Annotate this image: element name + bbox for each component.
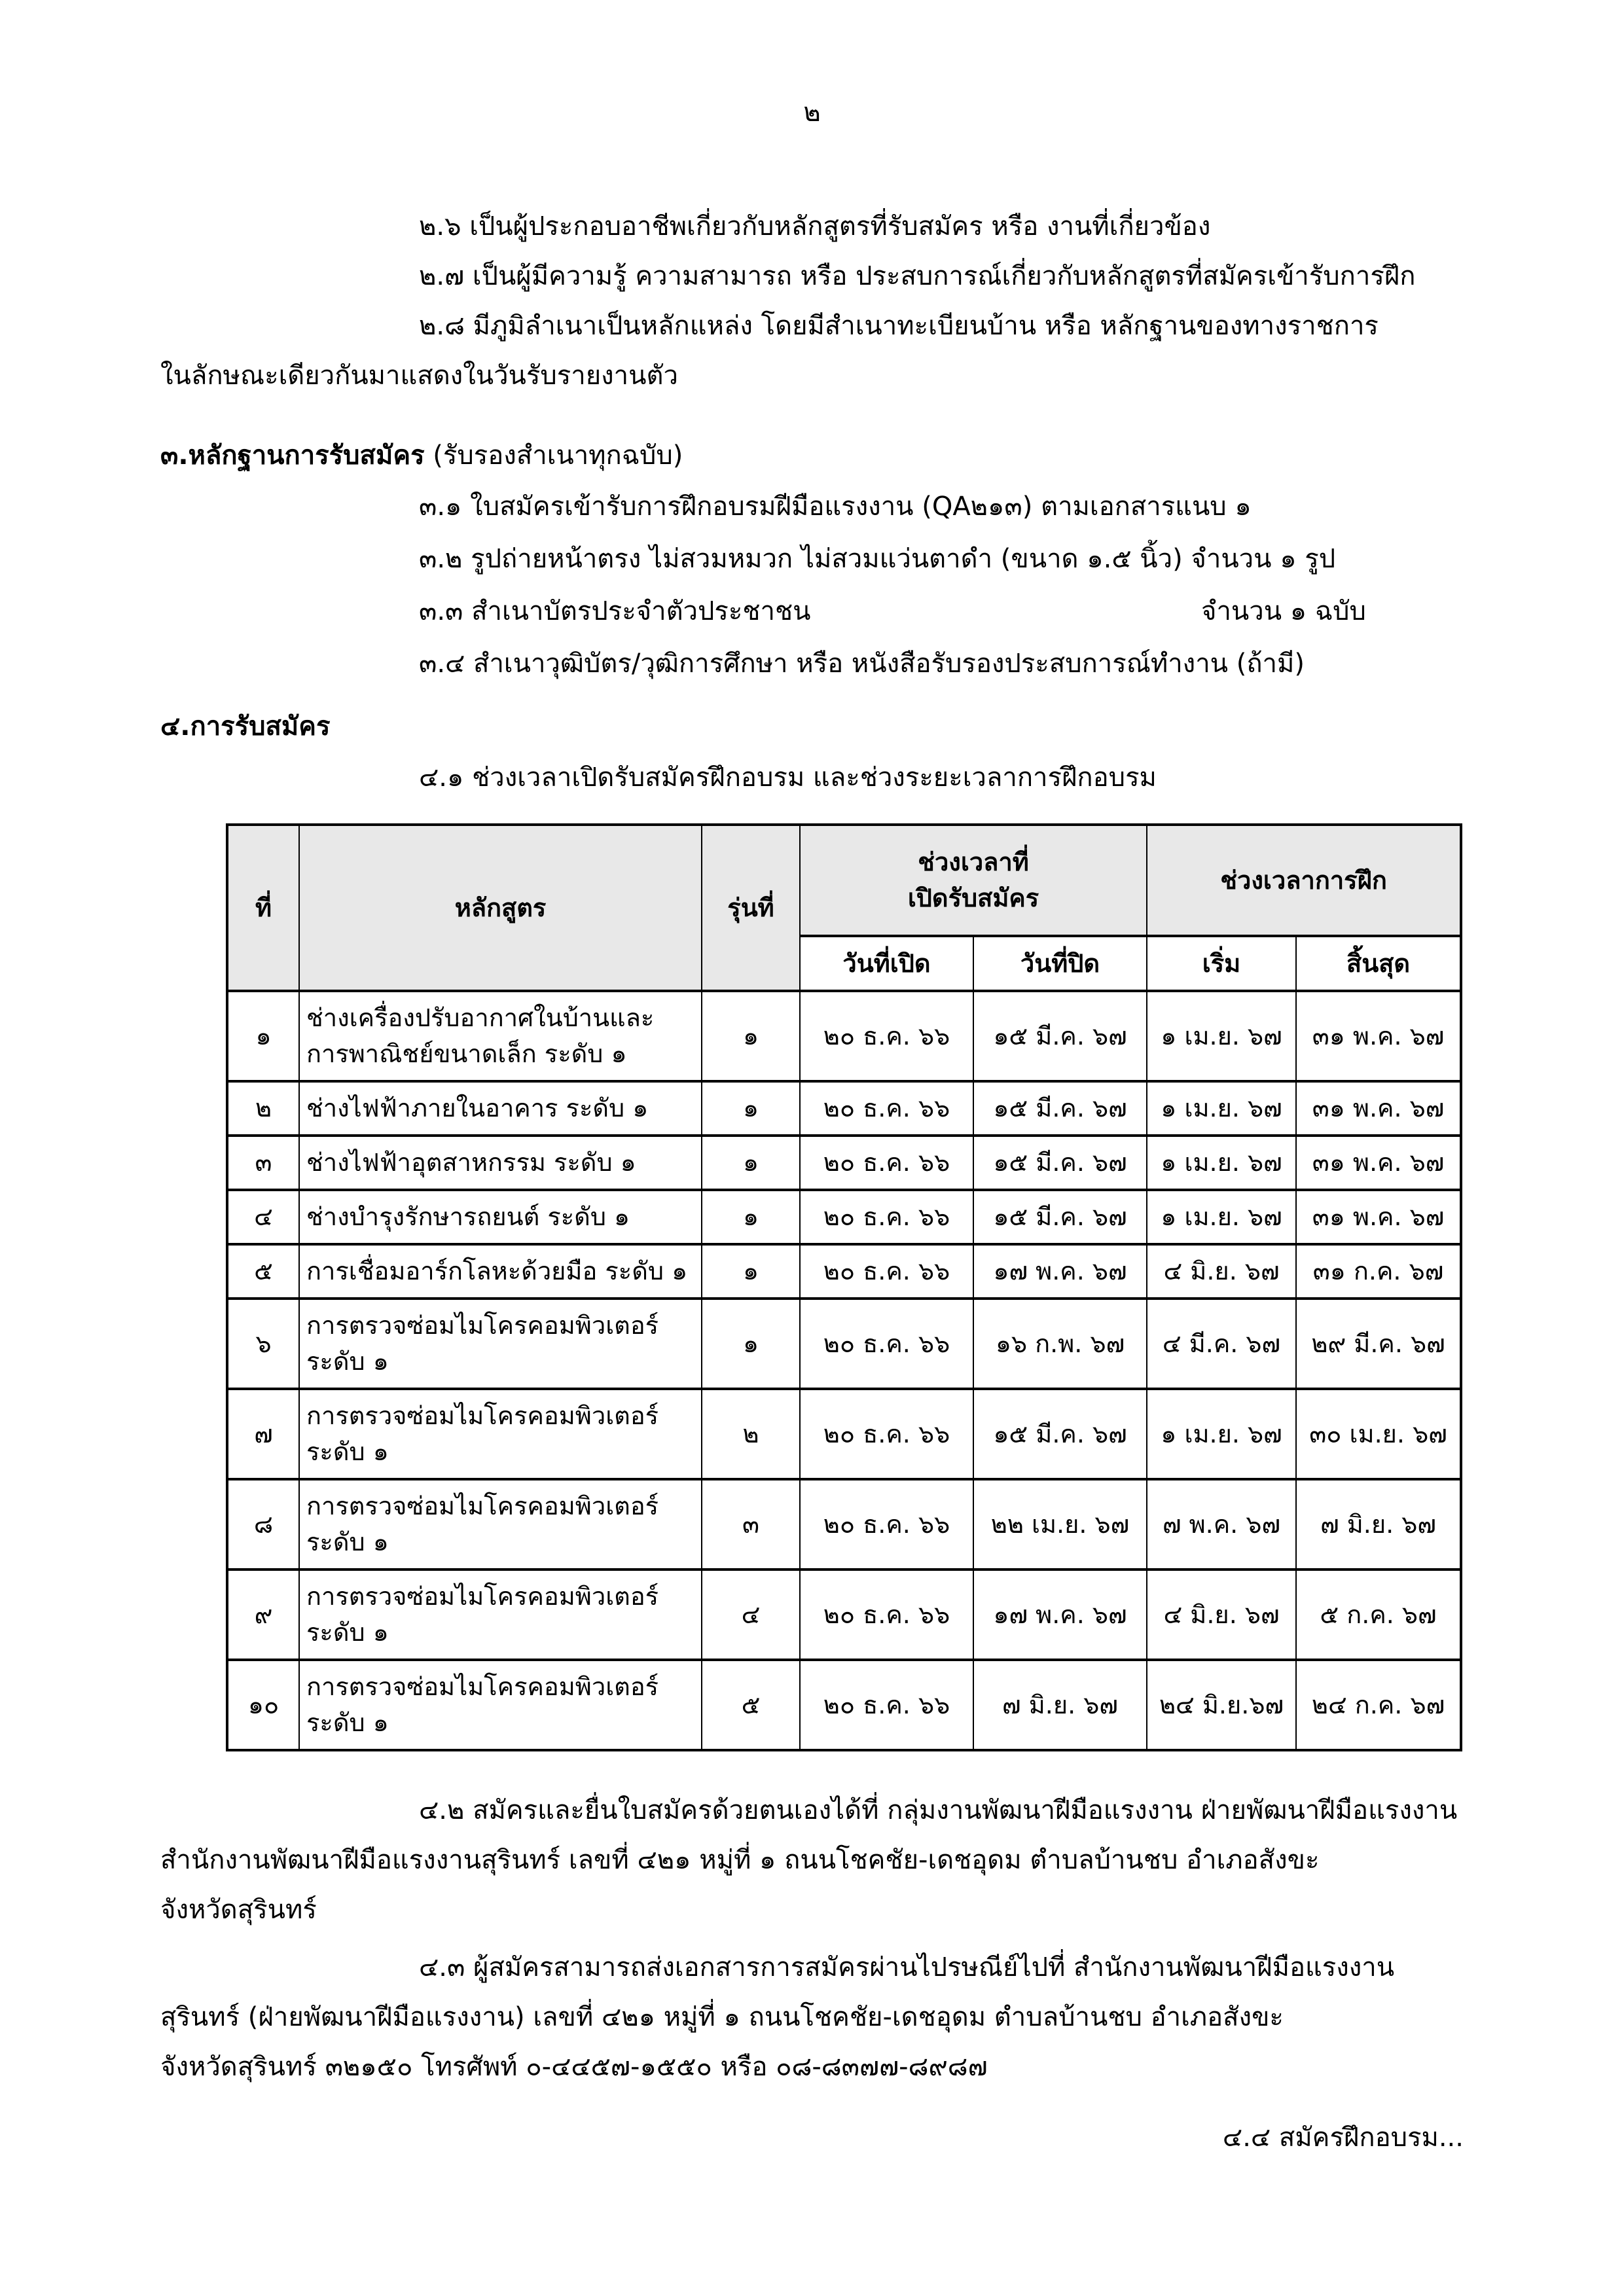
batch-number: ๑	[702, 1136, 800, 1190]
end-date-cell: ๓๑ ก.ค. ๖๗	[1296, 1244, 1461, 1299]
course-name: ช่างบำรุงรักษารถยนต์ ระดับ ๑	[299, 1190, 702, 1244]
table-row	[227, 1136, 1461, 1190]
course-name: การตรวจซ่อมไมโครคอมพิวเตอร์ ระดับ ๑	[299, 1570, 702, 1660]
start-date-cell: ๔ มิ.ย. ๖๗	[1147, 1244, 1296, 1299]
open-date-cell: ๒๐ ธ.ค. ๖๖	[800, 1660, 973, 1750]
close-date-cell: ๑๗ พ.ค. ๖๗	[973, 1244, 1147, 1299]
open-date-cell: ๒๐ ธ.ค. ๖๖	[800, 991, 973, 1081]
start-date-cell: ๑ เม.ย. ๖๗	[1147, 1190, 1296, 1244]
table-row	[227, 991, 1461, 1081]
end-date-cell: ๓๑ พ.ค. ๖๗	[1296, 1081, 1461, 1136]
close-date-cell: ๑๗ พ.ค. ๖๗	[973, 1570, 1147, 1660]
page-number: ๒	[803, 98, 821, 128]
end-date-cell: ๗ มิ.ย. ๖๗	[1296, 1479, 1461, 1570]
course-name: การตรวจซ่อมไมโครคอมพิวเตอร์ ระดับ ๑	[299, 1299, 702, 1389]
row-number: ๔	[227, 1190, 299, 1244]
course-name: ช่างเครื่องปรับอากาศในบ้านและการพาณิชย์ขนาดเล็ก ระดับ ๑	[299, 991, 702, 1081]
open-date-cell: ๒๐ ธ.ค. ๖๖	[800, 1299, 973, 1389]
close-date-cell: ๗ มิ.ย. ๖๗	[973, 1660, 1147, 1750]
evidence-item-3-3-text: ๓.๓ สำเนาบัตรประจำตัวประชาชน	[419, 596, 811, 626]
batch-number: ๒	[702, 1389, 800, 1479]
close-date-cell: ๑๕ มี.ค. ๖๗	[973, 1190, 1147, 1244]
item-4-2-line-1: ๔.๒ สมัครและยื่นใบสมัครด้วยตนเองได้ที่ กลุ่มงานพัฒนาฝีมือแรงงาน ฝ่ายพัฒนาฝีมือแรงงาน	[419, 1795, 1458, 1825]
start-date-cell: ๗ พ.ค. ๖๗	[1147, 1479, 1296, 1570]
section-3-heading-note: (รับรองสำเนาทุกฉบับ)	[433, 440, 683, 471]
course-name: การตรวจซ่อมไมโครคอมพิวเตอร์ ระดับ ๑	[299, 1660, 702, 1750]
table-row	[227, 1081, 1461, 1136]
table-row	[227, 1570, 1461, 1660]
item-4-3-line-2: สุรินทร์ (ฝ่ายพัฒนาฝีมือแรงงาน) เลขที่ ๔๒๑ หมู่ที่ ๑ ถนนโชคชัย-เดชอุดม ตำบลบ้านชบ อำเภอสังขะ	[160, 2002, 1284, 2032]
end-date-cell: ๒๔ ก.ค. ๖๗	[1296, 1660, 1461, 1750]
close-date-cell: ๑๕ มี.ค. ๖๗	[973, 1081, 1147, 1136]
batch-number: ๑	[702, 1081, 800, 1136]
header-course: หลักสูตร	[299, 825, 702, 991]
start-date-cell: ๔ มิ.ย. ๖๗	[1147, 1570, 1296, 1660]
row-number: ๒	[227, 1081, 299, 1136]
header-apply-period	[800, 825, 1147, 936]
course-name: ช่างไฟฟ้าภายในอาคาร ระดับ ๑	[299, 1081, 702, 1136]
open-date-cell: ๒๐ ธ.ค. ๖๖	[800, 1136, 973, 1190]
end-date-cell: ๓๐ เม.ย. ๖๗	[1296, 1389, 1461, 1479]
open-date-cell: ๒๐ ธ.ค. ๖๖	[800, 1081, 973, 1136]
row-number: ๓	[227, 1136, 299, 1190]
row-number: ๙	[227, 1570, 299, 1660]
open-date-cell: ๒๐ ธ.ค. ๖๖	[800, 1570, 973, 1660]
course-name: การตรวจซ่อมไมโครคอมพิวเตอร์ ระดับ ๑	[299, 1389, 702, 1479]
condition-item-2-8: ๒.๘ มีภูมิลำเนาเป็นหลักแหล่ง โดยมีสำเนาทะเบียนบ้าน หรือ หลักฐานของทางราชการ	[419, 311, 1379, 341]
row-number: ๖	[227, 1299, 299, 1389]
course-name: ช่างไฟฟ้าอุตสาหกรรม ระดับ ๑	[299, 1136, 702, 1190]
table-row	[227, 1479, 1461, 1570]
start-date-cell: ๔ มี.ค. ๖๗	[1147, 1299, 1296, 1389]
batch-number: ๓	[702, 1479, 800, 1570]
start-date-cell: ๒๔ มิ.ย.๖๗	[1147, 1660, 1296, 1750]
close-date-cell: ๑๕ มี.ค. ๖๗	[973, 1136, 1147, 1190]
evidence-item-3-4: ๓.๔ สำเนาวุฒิบัตร/วุฒิการศึกษา หรือ หนังสือรับรองประสบการณ์ทำงาน (ถ้ามี)	[419, 649, 1305, 679]
close-date-cell: ๑๕ มี.ค. ๖๗	[973, 991, 1147, 1081]
batch-number: ๑	[702, 1299, 800, 1389]
page-continuation-note: ๔.๔ สมัครฝึกอบรม...	[1222, 2123, 1464, 2153]
section-3-heading-title: ๓.หลักฐานการรับสมัคร	[160, 440, 425, 471]
header-close-date: วันที่ปิด	[973, 936, 1147, 991]
item-4-3-line-3: จังหวัดสุรินทร์ ๓๒๑๕๐ โทรศัพท์ ๐-๔๔๕๗-๑๕๕๐ หรือ ๐๘-๘๓๗๗-๘๙๘๗	[160, 2052, 988, 2082]
evidence-item-3-3-quantity: จำนวน ๑ ฉบับ	[1201, 596, 1366, 626]
table-row	[227, 1299, 1461, 1389]
item-4-2-line-2: สำนักงานพัฒนาฝีมือแรงงานสุรินทร์ เลขที่ ๔๒๑ หมู่ที่ ๑ ถนนโชคชัย-เดชอุดม ตำบลบ้านชบ อำเภอสังขะ	[160, 1845, 1320, 1875]
header-open-date: วันที่เปิด	[800, 936, 973, 991]
row-number: ๑	[227, 991, 299, 1081]
section-3-heading	[160, 431, 1464, 480]
header-start-date: เริ่ม	[1147, 936, 1296, 991]
table-row	[227, 1244, 1461, 1299]
header-training-period: ช่วงเวลาการฝึก	[1147, 825, 1461, 936]
close-date-cell: ๑๖ ก.พ. ๖๗	[973, 1299, 1147, 1389]
end-date-cell: ๕ ก.ค. ๖๗	[1296, 1570, 1461, 1660]
row-number: ๗	[227, 1389, 299, 1479]
condition-item-2-7: ๒.๗ เป็นผู้มีความรู้ ความสามารถ หรือ ประสบการณ์เกี่ยวกับหลักสูตรที่สมัครเข้ารับการฝึก	[419, 261, 1416, 291]
start-date-cell: ๑ เม.ย. ๖๗	[1147, 1136, 1296, 1190]
end-date-cell: ๒๙ มี.ค. ๖๗	[1296, 1299, 1461, 1389]
evidence-item-3-1: ๓.๑ ใบสมัครเข้ารับการฝึกอบรมฝีมือแรงงาน (QA๒๑๓) ตามเอกสารแนบ ๑	[419, 492, 1252, 522]
open-date-cell: ๒๐ ธ.ค. ๖๖	[800, 1190, 973, 1244]
close-date-cell: ๒๒ เม.ย. ๖๗	[973, 1479, 1147, 1570]
start-date-cell: ๑ เม.ย. ๖๗	[1147, 1081, 1296, 1136]
table-row	[227, 1660, 1461, 1750]
evidence-item-3-2: ๓.๒ รูปถ่ายหน้าตรง ไม่สวมหมวก ไม่สวมแว่นตาดำ (ขนาด ๑.๕ นิ้ว) จำนวน ๑ รูป	[419, 544, 1336, 574]
end-date-cell: ๓๑ พ.ค. ๖๗	[1296, 991, 1461, 1081]
table-row	[227, 1389, 1461, 1479]
header-apply-period-line2: เปิดรับสมัคร	[907, 884, 1039, 912]
end-date-cell: ๓๑ พ.ค. ๖๗	[1296, 1136, 1461, 1190]
table-header-row-1	[227, 825, 1461, 936]
section-4-heading	[160, 702, 1464, 751]
item-4-1: ๔.๑ ช่วงเวลาเปิดรับสมัครฝึกอบรม และช่วงระยะเวลาการฝึกอบรม	[419, 762, 1157, 793]
course-name: การตรวจซ่อมไมโครคอมพิวเตอร์ ระดับ ๑	[299, 1479, 702, 1570]
open-date-cell: ๒๐ ธ.ค. ๖๖	[800, 1244, 973, 1299]
header-end-date: สิ้นสุด	[1296, 936, 1461, 991]
start-date-cell: ๑ เม.ย. ๖๗	[1147, 991, 1296, 1081]
batch-number: ๑	[702, 1190, 800, 1244]
row-number: ๕	[227, 1244, 299, 1299]
item-4-2-line-3: จังหวัดสุรินทร์	[160, 1895, 317, 1925]
batch-number: ๑	[702, 1244, 800, 1299]
open-date-cell: ๒๐ ธ.ค. ๖๖	[800, 1479, 973, 1570]
start-date-cell: ๑ เม.ย. ๖๗	[1147, 1389, 1296, 1479]
end-date-cell: ๓๑ พ.ค. ๖๗	[1296, 1190, 1461, 1244]
condition-item-2-6: ๒.๖ เป็นผู้ประกอบอาชีพเกี่ยวกับหลักสูตรที่รับสมัคร หรือ งานที่เกี่ยวข้อง	[419, 211, 1211, 242]
course-name: การเชื่อมอาร์กโลหะด้วยมือ ระดับ ๑	[299, 1244, 702, 1299]
batch-number: ๔	[702, 1570, 800, 1660]
open-date-cell: ๒๐ ธ.ค. ๖๖	[800, 1389, 973, 1479]
course-schedule-table	[226, 823, 1462, 1751]
header-apply-period-line1: ช่วงเวลาที่	[918, 848, 1029, 876]
section-4-heading-title: ๔.การรับสมัคร	[160, 711, 331, 742]
evidence-item-3-3	[160, 585, 1464, 637]
row-number: ๑๐	[227, 1660, 299, 1750]
row-number: ๘	[227, 1479, 299, 1570]
table-row	[227, 1190, 1461, 1244]
header-batch: รุ่นที่	[702, 825, 800, 991]
close-date-cell: ๑๕ มี.ค. ๖๗	[973, 1389, 1147, 1479]
course-table-body	[227, 991, 1461, 1750]
item-4-3-line-1: ๔.๓ ผู้สมัครสามารถส่งเอกสารการสมัครผ่านไปรษณีย์ไปที่ สำนักงานพัฒนาฝีมือแรงงาน	[419, 1952, 1395, 1982]
header-no: ที่	[227, 825, 299, 991]
batch-number: ๕	[702, 1660, 800, 1750]
batch-number: ๑	[702, 991, 800, 1081]
condition-item-2-8-continuation: ในลักษณะเดียวกันมาแสดงในวันรับรายงานตัว	[160, 361, 678, 391]
